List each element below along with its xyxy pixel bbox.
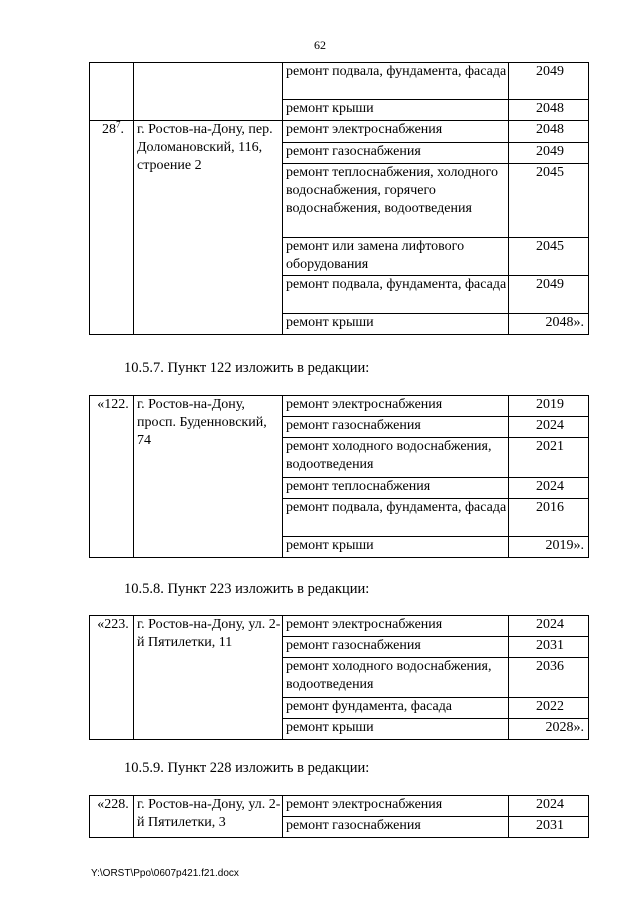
table-row (90, 396, 589, 417)
year-cell: 2048». (509, 314, 589, 335)
item-number: 28 (102, 122, 116, 137)
work-cell: ремонт электроснабжения (283, 616, 509, 637)
work-cell: ремонт холодного водоснабжения, водоотведения (283, 438, 509, 478)
year-cell: 2021 (509, 438, 589, 478)
year-cell: 2031 (509, 817, 589, 838)
year-cell: 2045 (509, 238, 589, 276)
work-cell: ремонт крыши (283, 537, 509, 558)
work-cell: ремонт теплоснабжения (283, 478, 509, 499)
empty-cell (90, 63, 134, 121)
work-cell: ремонт фундамента, фасада (283, 698, 509, 719)
page-number: 62 (314, 38, 326, 52)
item-number-superscript: 7 (116, 119, 121, 130)
table-row (90, 796, 589, 817)
work-cell: ремонт подвала, фундамента, фасада (283, 276, 509, 314)
work-cell: ремонт электроснабжения (283, 396, 509, 417)
year-cell: 2024 (509, 478, 589, 499)
item-number-suffix: . (120, 122, 124, 137)
work-cell: ремонт газоснабжения (283, 637, 509, 658)
year-cell: 2019». (509, 537, 589, 558)
address-cell: г. Ростов-на-Дону, пер. Доломановский, 116, строение 2 (134, 121, 283, 335)
item-number-cell (90, 121, 134, 335)
table-row (90, 63, 589, 100)
year-cell: 2024 (509, 796, 589, 817)
year-cell: 2048 (509, 121, 589, 143)
work-cell: ремонт газоснабжения (283, 817, 509, 838)
table-row (90, 616, 589, 637)
address-cell: г. Ростов-на-Дону, просп. Буденновский, 74 (134, 396, 283, 558)
paragraph-10-5-7: 10.5.7. Пункт 122 изложить в редакции: (124, 360, 370, 376)
table-item-228 (89, 795, 589, 838)
empty-cell (134, 63, 283, 121)
work-cell: ремонт холодного водоснабжения, водоотведения (283, 658, 509, 698)
table-item-28-7 (89, 62, 589, 335)
work-cell: ремонт газоснабжения (283, 417, 509, 438)
year-cell: 2049 (509, 143, 589, 164)
year-cell: 2049 (509, 276, 589, 314)
work-cell: ремонт или замена лифтового оборудования (283, 238, 509, 276)
year-cell: 2016 (509, 499, 589, 537)
work-cell: ремонт теплоснабжения, холодного водоснабжения, горячего водоснабжения, водоотведения (283, 164, 509, 238)
work-cell: ремонт крыши (283, 100, 509, 121)
work-cell: ремонт подвала, фундамента, фасада (283, 499, 509, 537)
address-cell: г. Ростов-на-Дону, ул. 2-й Пятилетки, 3 (134, 796, 283, 838)
year-cell: 2031 (509, 637, 589, 658)
table-row (90, 121, 589, 143)
work-cell: ремонт крыши (283, 314, 509, 335)
year-cell: 2049 (509, 63, 589, 100)
table-item-223 (89, 615, 589, 740)
item-number-cell: «228. (90, 796, 134, 838)
paragraph-10-5-8: 10.5.8. Пункт 223 изложить в редакции: (124, 581, 370, 597)
work-cell: ремонт подвала, фундамента, фасада (283, 63, 509, 100)
year-cell: 2024 (509, 616, 589, 637)
address-cell: г. Ростов-на-Дону, ул. 2-й Пятилетки, 11 (134, 616, 283, 740)
item-number-cell: «223. (90, 616, 134, 740)
document-path-footer: Y:\ORST\Ppo\0607p421.f21.docx (91, 868, 239, 879)
year-cell: 2036 (509, 658, 589, 698)
year-cell: 2024 (509, 417, 589, 438)
item-number-cell: «122. (90, 396, 134, 558)
year-cell: 2045 (509, 164, 589, 238)
year-cell: 2048 (509, 100, 589, 121)
work-cell: ремонт крыши (283, 719, 509, 740)
year-cell: 2019 (509, 396, 589, 417)
year-cell: 2022 (509, 698, 589, 719)
work-cell: ремонт электроснабжения (283, 796, 509, 817)
paragraph-10-5-9: 10.5.9. Пункт 228 изложить в редакции: (124, 760, 370, 776)
work-cell: ремонт электроснабжения (283, 121, 509, 143)
year-cell: 2028». (509, 719, 589, 740)
work-cell: ремонт газоснабжения (283, 143, 509, 164)
table-item-122 (89, 395, 589, 558)
